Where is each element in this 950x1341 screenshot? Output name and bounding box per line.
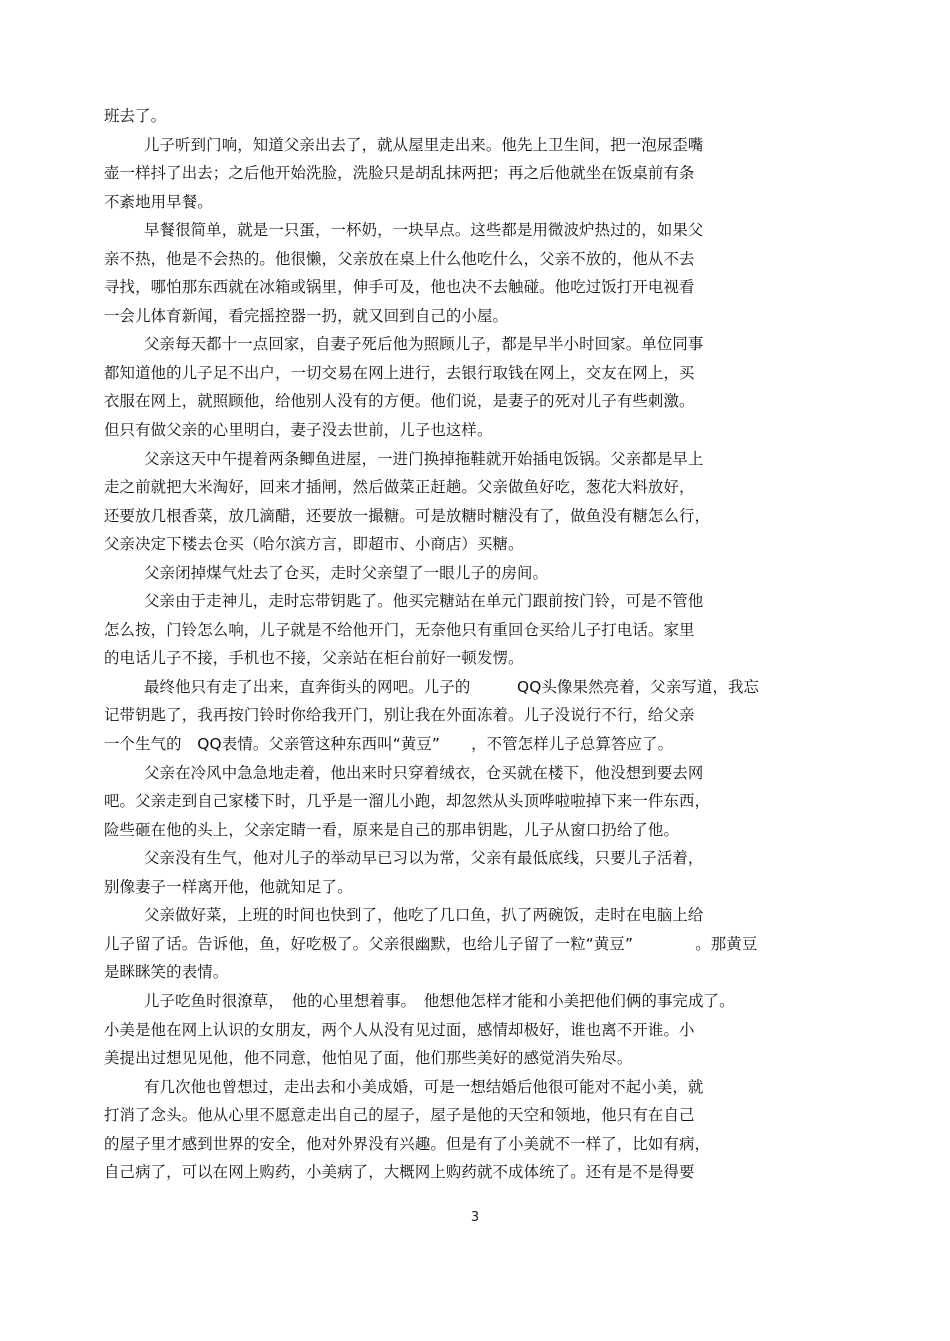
text-line: 自己病了，可以在网上购药，小美病了，大概网上购药就不成体统了。还有是不是得要	[104, 1163, 695, 1182]
text-line: 壶一样抖了出去；之后他开始洗脸，洗脸只是胡乱抹两把；再之后他就坐在饭桌前有条	[104, 164, 695, 183]
text-line: 父亲闭掉煤气灶去了仓买，走时父亲望了一眼儿子的房间。	[144, 563, 549, 582]
text-line: 还要放几根香菜，放几滴醋，还要放一撮糖。可是放糖时糖没有了，做鱼没有糖怎么行，	[104, 506, 711, 525]
text-line: 有几次他也曾想过，走出去和小美成婚，可是一想结婚后他很可能对不起小美，就	[144, 1077, 704, 1096]
text-line: 一个生气的 QQ表情。父亲管这种东西叫“黄豆” ，不管怎样儿子总算答应了。	[104, 735, 674, 754]
text-line: 但只有做父亲的心里明白，妻子没去世前，儿子也这样。	[104, 421, 493, 440]
page-number: 3	[470, 1210, 480, 1225]
text-line: 都知道他的儿子足不出户，一切交易在网上进行，去银行取钱在网上，交友在网上，买	[104, 363, 695, 382]
text-line: 衣服在网上，就照顾他，给他别人没有的方便。他们说，是妻子的死对儿子有些刺激。	[104, 392, 695, 411]
text-line: 吧。父亲走到自己家楼下时，几乎是一溜儿小跑，却忽然从头顶哗啦啦掉下来一件东西，	[104, 792, 711, 811]
text-line: 的屋子里才感到世界的安全，他对外界没有兴趣。但是有了小美就不一样了，比如有病，	[104, 1134, 711, 1153]
text-line: 记带钥匙了，我再按门铃时你给我开门，别让我在外面冻着。儿子没说行不行，给父亲	[104, 706, 695, 725]
text-line: 儿子听到门响，知道父亲出去了，就从屋里走出来。他先上卫生间，把一泡尿歪嘴	[144, 135, 704, 154]
text-line: 父亲由于走神儿，走时忘带钥匙了。他买完糖站在单元门跟前按门铃，可是不管他	[144, 592, 704, 611]
text-line: 父亲在冷风中急急地走着，他出来时只穿着绒衣，仓买就在楼下，他没想到要去网	[144, 763, 704, 782]
text-line: 父亲做好菜，上班的时间也快到了，他吃了几口鱼，扒了两碗饭，走时在电脑上给	[144, 906, 704, 925]
text-line: 亲不热，他是不会热的。他很懒，父亲放在桌上什么他吃什么，父亲不放的，他从不去	[104, 249, 695, 268]
text-line: 儿子留了话。告诉他，鱼，好吃极了。父亲很幽默，也给儿子留了一粒“黄豆” 。那黄豆	[104, 934, 758, 953]
text-line: 班去了。	[104, 107, 167, 125]
text-line: 打消了念头。他从心里不愿意走出自己的屋子，屋子是他的天空和领地，他只有在自己	[104, 1106, 695, 1125]
text-line: 的电话儿子不接，手机也不接，父亲站在柜台前好一顿发愣。	[104, 649, 524, 668]
text-line: 别像妻子一样离开他，他就知足了。	[104, 877, 353, 896]
text-line: 一会儿体育新闻，看完摇控器一扔，就又回到自己的小屋。	[104, 306, 509, 325]
text-line: 父亲每天都十一点回家，自妻子死后他为照顾儿子，都是早半小时回家。单位同事	[144, 335, 704, 354]
text-line: 早餐很简单，就是一只蛋，一杯奶，一块早点。这些都是用微波炉热过的，如果父	[144, 221, 704, 240]
text-line: 不紊地用早餐。	[104, 192, 213, 211]
text-line: 父亲决定下楼去仓买（哈尔滨方言，即超市、小商店）买糖。	[104, 535, 524, 554]
text-line: 险些砸在他的头上，父亲定睛一看，原来是自己的那串钥匙，儿子从窗口扔给了他。	[104, 820, 680, 839]
text-line: 儿子吃鱼时很潦草， 他的心里想着事。 他想他怎样才能和小美把他们俩的事完成了。	[144, 991, 735, 1010]
text-line: 小美是他在网上认识的女朋友，两个人从没有见过面，感情却极好，谁也离不开谁。小	[104, 1020, 695, 1039]
text-line: 走之前就把大米淘好，回来才插闸，然后做菜正赶趟。父亲做鱼好吃，葱花大料放好，	[104, 478, 695, 497]
text-line: 是眯眯笑的表情。	[104, 963, 229, 982]
text-line: 父亲没有生气，他对儿子的举动早已习以为常，父亲有最低底线，只要儿子活着，	[144, 849, 704, 868]
text-line: 美提出过想见见他，他不同意，他怕见了面，他们那些美好的感觉消失殆尽。	[104, 1049, 633, 1068]
body-text	[104, 102, 844, 1187]
text-line: 怎么按，门铃怎么响，儿子就是不给他开门，无奈他只有重回仓买给儿子打电话。家里	[104, 620, 695, 639]
text-line: 最终他只有走了出来，直奔街头的网吧。儿子的 QQ头像果然亮着，父亲写道，我忘	[144, 677, 760, 696]
text-line: 寻找，哪怕那东西就在冰箱或锅里，伸手可及，他也决不去触碰。他吃过饭打开电视看	[104, 278, 695, 297]
text-line: 父亲这天中午提着两条鲫鱼进屋，一进门换掉拖鞋就开始插电饭锅。父亲都是早上	[144, 449, 704, 468]
